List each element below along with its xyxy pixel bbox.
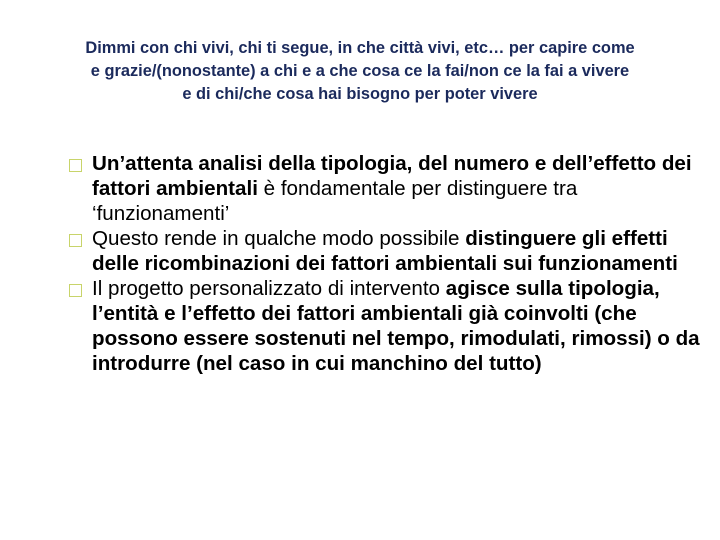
bullet-list xyxy=(70,151,710,376)
header-line-2: e grazie/(nonostante) a chi e a che cosa ce la fai/non ce la fai a vivere xyxy=(90,62,630,80)
hollow-square-icon xyxy=(69,284,82,297)
header-line-3: e di chi/che cosa hai bisogno per poter vivere xyxy=(182,85,538,103)
bullet-3-text: Il progetto personalizzato di intervento xyxy=(92,277,446,300)
header-line-1: Dimmi con chi vivi, chi ti segue, in che città vivi, etc… per capire come xyxy=(85,39,635,57)
bullet-3-bold-text: agisce sulla tipologia, l’entità e l’effetto dei fattori ambientali già coinvolti (che possono essere sostenuti nel tempo, rimodulati, rimossi) o da introdurre (nel caso in cui manchino del tutto) xyxy=(92,277,700,375)
hollow-square-icon xyxy=(69,159,82,172)
bullet-2-bold-text: distinguere gli effetti delle ricombinazioni dei fattori ambientali sui funzionamenti xyxy=(92,227,678,275)
slide-header xyxy=(20,37,700,106)
hollow-square-icon xyxy=(69,234,82,247)
bullet-item-2 xyxy=(70,226,710,276)
bullet-1-text: è fondamentale per distinguere tra ‘funzionamenti’ xyxy=(92,177,578,225)
bullet-item-1 xyxy=(70,151,710,226)
bullet-1-bold-text: Un’attenta analisi della tipologia, del numero e dell’effetto dei fattori ambientali xyxy=(92,152,692,200)
bullet-item-3 xyxy=(70,276,710,376)
bullet-2-text: Questo rende in qualche modo possibile xyxy=(92,227,466,250)
